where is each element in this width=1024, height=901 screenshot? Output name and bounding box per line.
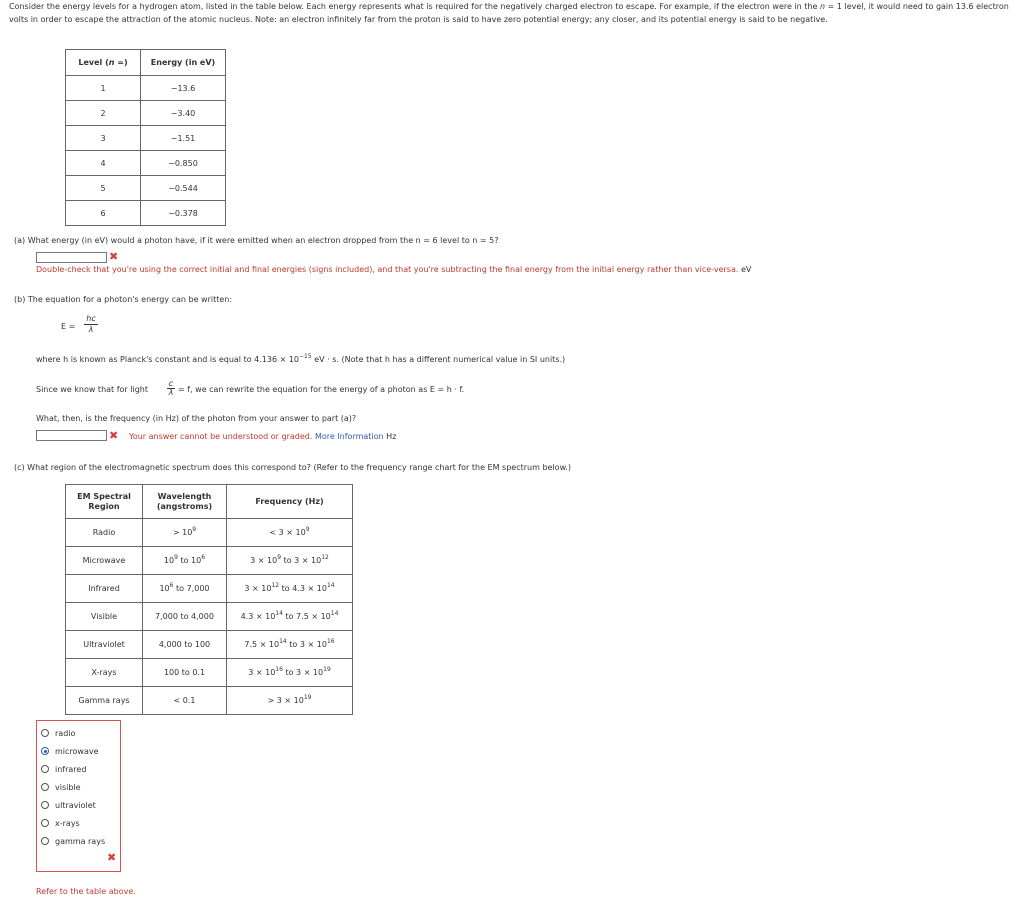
radio-button[interactable] [41,837,49,845]
answer-options-group [36,720,121,872]
radio-button[interactable] [41,783,49,791]
part-b-intro: (b) The equation for a photon's energy can be written: [14,295,233,304]
table-row [66,603,353,631]
radio-option-radio[interactable] [41,727,75,739]
part-b-question: What, then, is the frequency (in Hz) of the photon from your answer to part (a)? [36,414,357,423]
x-mark-icon: ✖ [109,250,119,263]
radio-label: gamma rays [55,836,106,846]
radio-button[interactable] [41,765,49,773]
light-relation-text: Since we know that for light [36,385,148,394]
wavelength-cell: > $10^9$ [143,519,227,547]
radio-label: x-rays [55,818,80,828]
table-row [66,659,353,687]
radio-option-microwave[interactable] [41,745,99,757]
wavelength-cell: 7,000 to 4,000 [143,603,227,631]
table-row: 3 −1.51 [66,126,226,151]
frequency-cell: $3 \times 10^9$ to $3 \times 10^{12}$ [227,547,353,575]
radio-label: radio [55,728,76,738]
wavelength-cell: < 0.1 [143,687,227,715]
radio-option-visible[interactable] [41,781,81,793]
equation-lhs: E = [61,322,76,331]
radio-button[interactable] [41,747,49,755]
part-b-feedback: Your answer cannot be understood or graded. More Information Hz [129,432,397,441]
table-row [66,519,353,547]
table-row: 5 −0.544 [66,176,226,201]
table-row [66,631,353,659]
header-energy: Energy (in eV) [141,50,226,76]
region-cell: Infrared [66,575,143,603]
part-b-answer-input[interactable] [36,430,107,441]
header-level: Level (n =) [66,50,141,76]
radio-option-ultraviolet[interactable] [41,799,96,811]
table-row: 4 −0.850 [66,151,226,176]
table-row: 1 −13.6 [66,76,226,101]
frequency-cell: > $3 \times 10^{19}$ [227,687,353,715]
region-cell: Visible [66,603,143,631]
frequency-cell: $3 \times 10^{16}$ to $3 \times 10^{19}$ [227,659,353,687]
wavelength-cell: 100 to 0.1 [143,659,227,687]
energy-levels-table [65,49,226,226]
frequency-cell: $3 \times 10^{12}$ to $4.3 \times 10^{14}$ [227,575,353,603]
light-relation-text-2: = f, we can rewrite the equation for the energy of a photon as E = h · f. [178,385,465,394]
part-a-question: (a) What energy (in eV) would a photon have, if it were emitted when an electron dropped from the n = 6 level to n = 5? [14,236,499,245]
x-mark-icon: ✖ [107,851,117,864]
table-row: 6 −0.378 [66,201,226,226]
frequency-cell: $7.5 \times 10^{14}$ to $3 \times 10^{16}$ [227,631,353,659]
header-frequency: Frequency (Hz) [227,485,353,519]
more-information-link[interactable]: More Information [314,432,384,441]
part-a-answer-input[interactable] [36,252,107,263]
refer-note: Refer to the table above. [36,887,136,896]
equation-fraction: hc λ [84,314,98,335]
radio-label: ultraviolet [55,800,96,810]
table-row [66,575,353,603]
header-wavelength: Wavelength (angstroms) [143,485,227,519]
table-row: 2 −3.40 [66,101,226,126]
frequency-cell: < $3 \times 10^9$ [227,519,353,547]
radio-option-gamma-rays[interactable] [41,835,105,847]
em-spectrum-table [65,484,353,715]
table-row [66,547,353,575]
part-c-question: (c) What region of the electromagnetic spectrum does this correspond to? (Refer to the frequency range chart for the EM spectrum below.) [14,463,572,472]
radio-label: visible [55,782,81,792]
radio-label: microwave [55,746,99,756]
wavelength-cell: $10^6$ to 7,000 [143,575,227,603]
region-cell: Gamma rays [66,687,143,715]
radio-option-x-rays[interactable] [41,817,80,829]
radio-label: infrared [55,764,87,774]
frequency-cell: $4.3 \times 10^{14}$ to $7.5 \times 10^{14}$ [227,603,353,631]
part-a-feedback: Double-check that you're using the correct initial and final energies (signs included), and that you're subtracting the final energy from the initial energy rather than vice-versa. eV [36,265,752,274]
intro-paragraph: Consider the energy levels for a hydrogen atom, listed in the table below. Each energy represents what is required for the negatively charged electron to escape. For example, if the electron were in the n = 1 level, it would need to gain 13.6 electron volts in order to escape the attraction of the atomic nucleus. Note: an electron infinitely far from the proton is said to have zero potential energy; any closer, and its potential energy is said to be negative. [9,2,1009,24]
region-cell: Ultraviolet [66,631,143,659]
x-mark-icon: ✖ [109,429,119,442]
region-cell: Radio [66,519,143,547]
header-region: EM Spectral Region [66,485,143,519]
region-cell: X-rays [66,659,143,687]
region-cell: Microwave [66,547,143,575]
radio-button[interactable] [41,819,49,827]
table-row [66,687,353,715]
planck-constant-text: where h is known as Planck's constant and is equal to $4.136 \times 10^{-15}$ eV · s. (Note that h has a different numerical value in SI units.) [36,353,566,364]
light-fraction: c λ [168,379,174,397]
wavelength-cell: 4,000 to 100 [143,631,227,659]
radio-button[interactable] [41,729,49,737]
radio-button[interactable] [41,801,49,809]
radio-option-infrared[interactable] [41,763,86,775]
wavelength-cell: $10^9$ to $10^6$ [143,547,227,575]
